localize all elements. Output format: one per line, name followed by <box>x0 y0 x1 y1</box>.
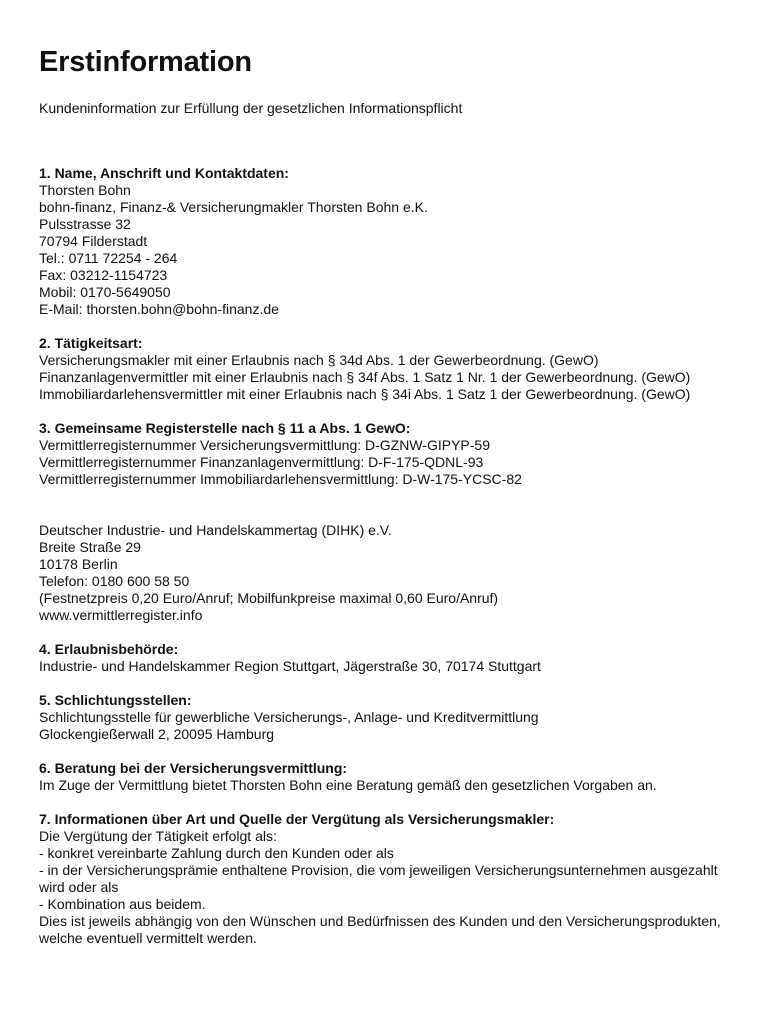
address-line: Breite Straße 29 <box>39 539 141 555</box>
section-advice <box>39 760 739 794</box>
section-heading: 5. Schlichtungsstellen: <box>39 692 192 708</box>
section-line: bohn-finanz, Finanz-& Versicherungmakler Thorsten Bohn e.K. <box>39 199 428 215</box>
section-line: Industrie- und Handelskammer Region Stuttgart, Jägerstraße 30, 70174 Stuttgart <box>39 658 541 674</box>
section-line: Mobil: 0170-5649050 <box>39 284 171 300</box>
section-line: Im Zuge der Vermittlung bietet Thorsten Bohn eine Beratung gemäß den gesetzlichen Vorgaben an. <box>39 777 657 793</box>
section-activity-type <box>39 335 739 403</box>
section-contact <box>39 165 739 318</box>
section-line: Schlichtungsstelle für gewerbliche Versicherungs-, Anlage- und Kreditvermittlung <box>39 709 539 725</box>
section-licensing-authority <box>39 641 739 675</box>
section-heading: 1. Name, Anschrift und Kontaktdaten: <box>39 165 289 181</box>
section-line: Fax: 03212-1154723 <box>39 267 168 283</box>
section-line: Tel.: 0711 72254 - 264 <box>39 250 178 266</box>
section-register <box>39 420 739 624</box>
section-line: Dies ist jeweils abhängig von den Wünschen und Bedürfnissen des Kunden und den Versicherungsprodukten, welche eventuell vermittelt werden. <box>39 913 721 946</box>
section-heading: 2. Tätigkeitsart: <box>39 335 143 351</box>
section-arbitration <box>39 692 739 743</box>
section-heading: 4. Erlaubnisbehörde: <box>39 641 179 657</box>
address-line: Telefon: 0180 600 58 50 <box>39 573 190 589</box>
section-line: Die Vergütung der Tätigkeit erfolgt als: <box>39 828 277 844</box>
section-line: - in der Versicherungsprämie enthaltene Provision, die vom jeweiligen Versicherungsunternehmen ausgezahlt wird oder als <box>39 862 718 895</box>
section-line: - konkret vereinbarte Zahlung durch den Kunden oder als <box>39 845 394 861</box>
address-line: (Festnetzpreis 0,20 Euro/Anruf; Mobilfunkpreise maximal 0,60 Euro/Anruf) <box>39 590 499 606</box>
section-remuneration <box>39 811 739 947</box>
spacer <box>39 505 739 522</box>
section-line: Pulsstrasse 32 <box>39 216 131 232</box>
address-line: 10178 Berlin <box>39 556 118 572</box>
document-subtitle: Kundeninformation zur Erfüllung der gesetzlichen Informationspflicht <box>39 100 463 116</box>
section-heading: 7. Informationen über Art und Quelle der Vergütung als Versicherungsmakler: <box>39 811 555 827</box>
document-title: Erstinformation <box>39 46 252 78</box>
section-line: - Kombination aus beidem. <box>39 896 206 912</box>
section-line: E-Mail: thorsten.bohn@bohn-finanz.de <box>39 301 279 317</box>
section-line: Immobiliardarlehensvermittler mit einer Erlaubnis nach § 34i Abs. 1 Satz 1 der Gewerbeordnung. (GewO) <box>39 386 691 402</box>
section-line: Vermittlerregisternummer Immobiliardarlehensvermittlung: D-W-175-YCSC-82 <box>39 471 522 487</box>
section-line: Thorsten Bohn <box>39 182 131 198</box>
section-line: 70794 Filderstadt <box>39 233 148 249</box>
address-line: Deutscher Industrie- und Handelskammertag (DIHK) e.V. <box>39 522 392 538</box>
section-line: Versicherungsmakler mit einer Erlaubnis nach § 34d Abs. 1 der Gewerbeordnung. (GewO) <box>39 352 599 368</box>
section-line: Finanzanlagenvermittler mit einer Erlaubnis nach § 34f Abs. 1 Satz 1 Nr. 1 der Gewerbeordnung. (GewO) <box>39 369 691 385</box>
register-website: www.vermittlerregister.info <box>39 607 203 623</box>
section-heading: 6. Beratung bei der Versicherungsvermittlung: <box>39 760 348 776</box>
section-heading: 3. Gemeinsame Registerstelle nach § 11 a Abs. 1 GewO: <box>39 420 411 436</box>
spacer <box>39 488 739 505</box>
section-line: Vermittlerregisternummer Finanzanlagenvermittlung: D-F-175-QDNL-93 <box>39 454 484 470</box>
document-page <box>39 44 739 964</box>
section-line: Vermittlerregisternummer Versicherungsvermittlung: D-GZNW-GIPYP-59 <box>39 437 490 453</box>
section-line: Glockengießerwall 2, 20095 Hamburg <box>39 726 275 742</box>
